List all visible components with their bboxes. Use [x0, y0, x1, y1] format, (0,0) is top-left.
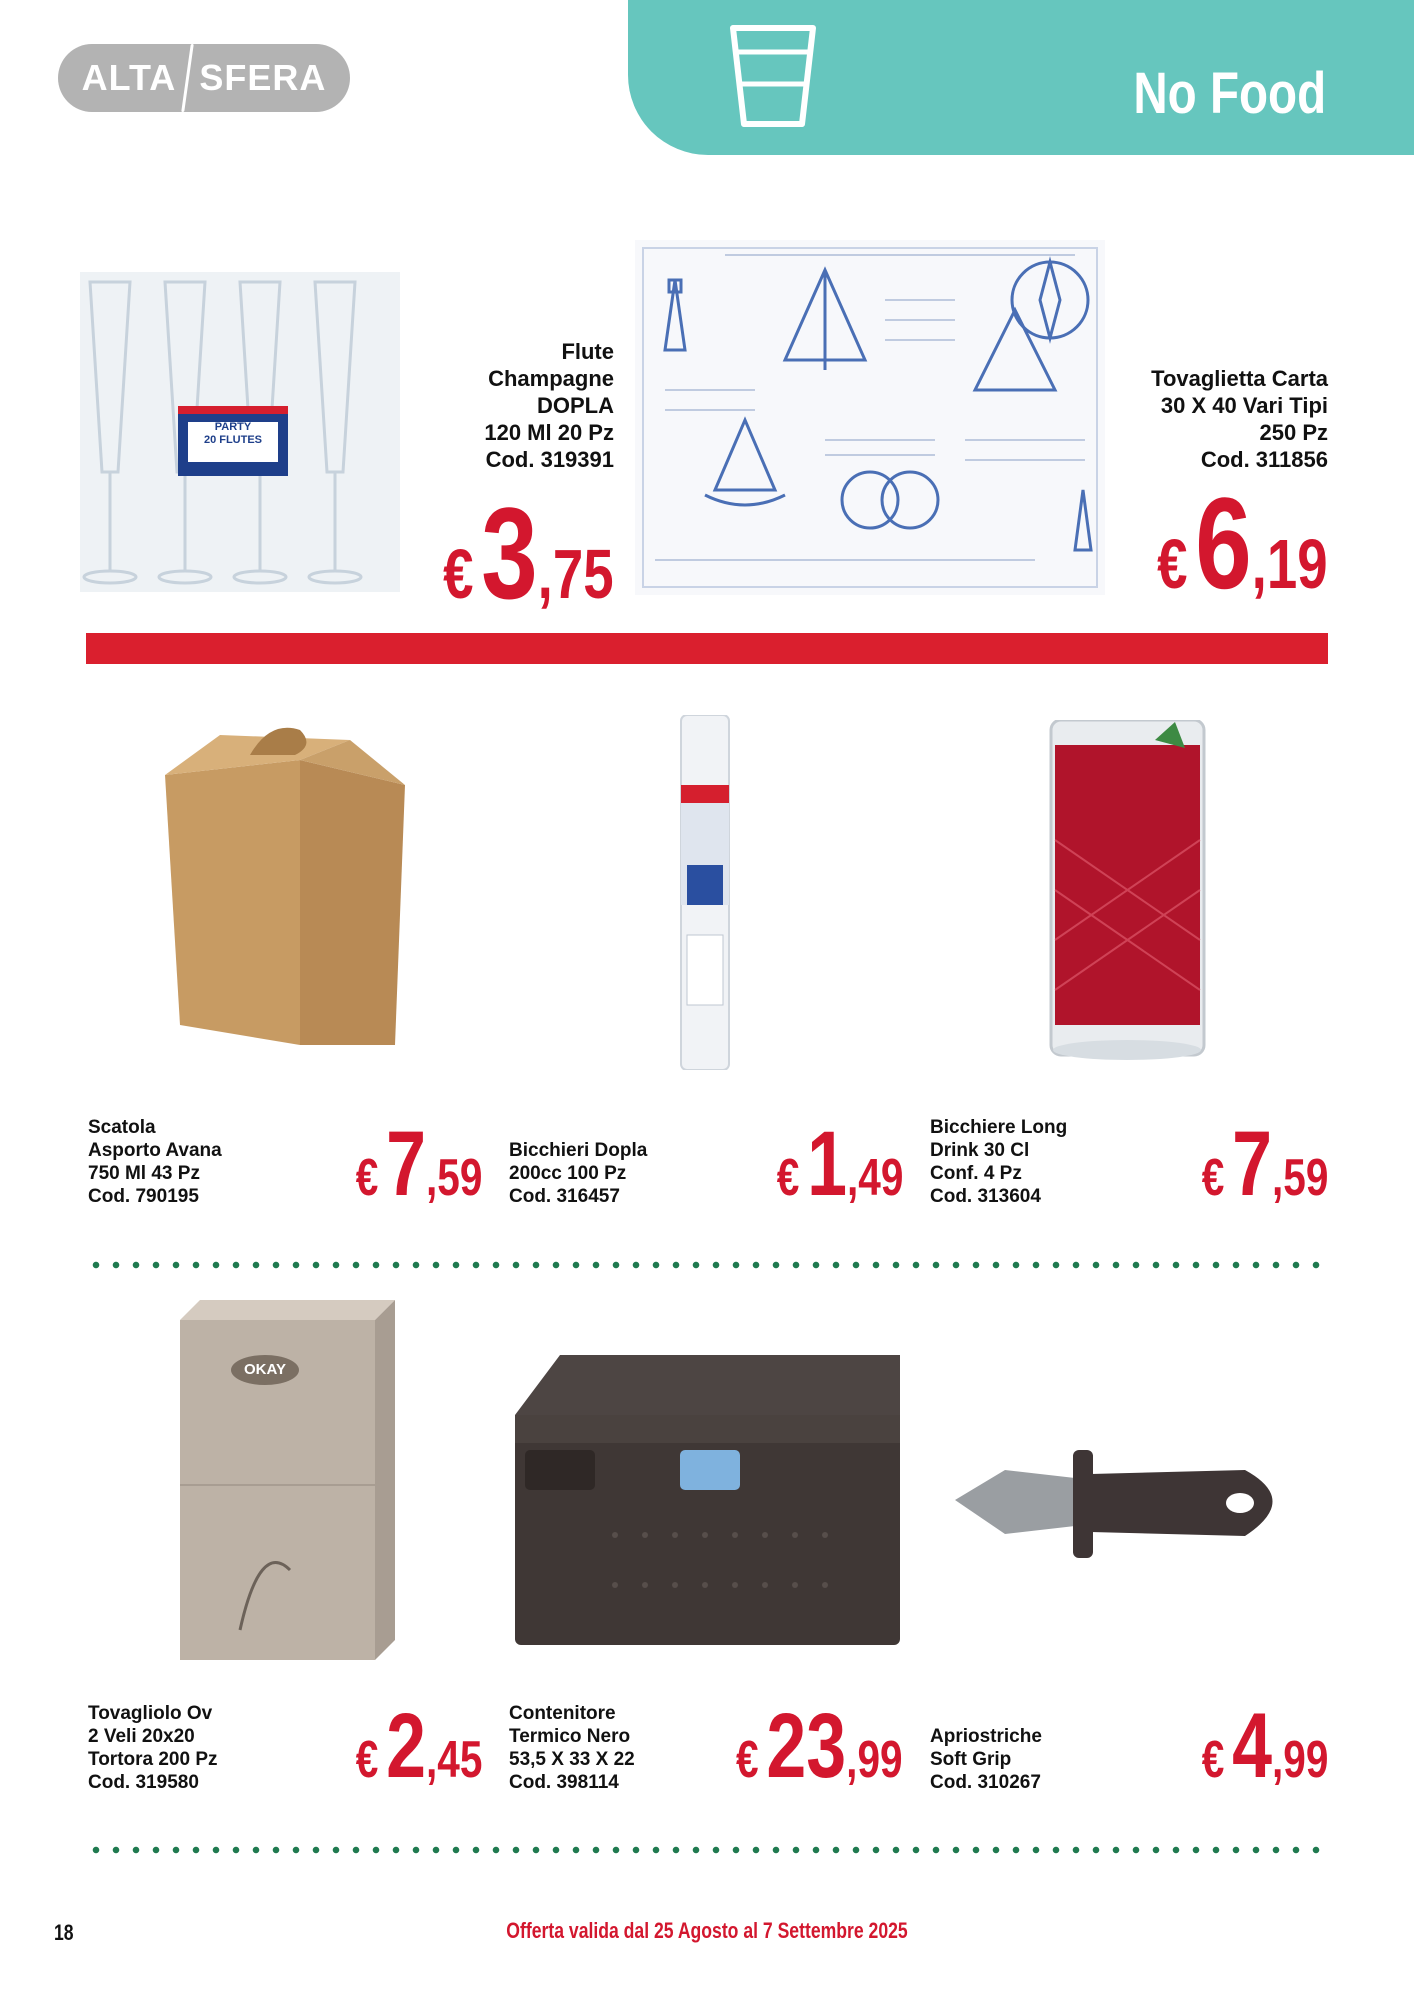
tovaglietta-price — [1157, 470, 1328, 616]
scatola-asporto-image — [150, 715, 420, 1060]
apriostriche-price — [1201, 1695, 1328, 1797]
brand-logo — [58, 44, 350, 112]
product-name-line: 250 Pz — [1259, 420, 1328, 445]
dotted-divider — [86, 1846, 1328, 1854]
product-name-line: Asporto Avana — [88, 1140, 222, 1161]
section-divider-bar — [86, 633, 1328, 664]
price-decimal: ,59 — [1271, 1149, 1328, 1207]
offer-validity: Offerta valida dal 25 Agosto al 7 Settembre 2025 — [506, 1918, 908, 1943]
currency-symbol: € — [355, 1149, 378, 1207]
currency-symbol: € — [776, 1149, 799, 1207]
brand-right: SFERA — [199, 57, 327, 98]
price-decimal: ,49 — [846, 1149, 903, 1207]
tovagliolo-brand-label: OKAY — [244, 1361, 286, 1378]
product-name-line: 750 Ml 43 Pz — [88, 1163, 200, 1184]
currency-symbol: € — [355, 1731, 378, 1789]
product-name-line: Tovagliolo Ov — [88, 1703, 213, 1724]
product-name-line: Tortora 200 Pz — [88, 1749, 218, 1770]
category-title: No Food — [1133, 61, 1326, 126]
flute-package-line: 20 FLUTES — [203, 434, 263, 446]
category-header — [628, 0, 1414, 155]
price-integer: 7 — [385, 1113, 426, 1215]
product-name-line: Soft Grip — [930, 1749, 1012, 1770]
bicchieri-dopla-image — [675, 715, 735, 1070]
product-name-line: Cod. 310267 — [930, 1772, 1041, 1793]
price-decimal: ,99 — [846, 1731, 903, 1789]
price-decimal: ,45 — [425, 1731, 482, 1789]
price-integer: 2 — [385, 1695, 426, 1797]
flute-product-name — [484, 338, 614, 473]
contenitore-price — [736, 1695, 903, 1797]
price-integer: 7 — [1231, 1113, 1272, 1215]
product-name-line: 200cc 100 Pz — [509, 1163, 627, 1184]
bicchieri-product-name — [509, 1139, 647, 1208]
brand-left: ALTA — [81, 57, 177, 98]
flute-package-line: PARTY — [214, 421, 252, 433]
product-name-line: Cod. 316457 — [509, 1186, 620, 1207]
product-name-line: Cod. 790195 — [88, 1186, 199, 1207]
product-name-line: Cod. 313604 — [930, 1186, 1041, 1207]
price-decimal: ,99 — [1271, 1731, 1328, 1789]
tovaglietta-product-name — [1151, 365, 1328, 473]
product-name-line: Drink 30 Cl — [930, 1140, 1030, 1161]
tovagliolo-price — [355, 1695, 482, 1797]
product-name-line: Bicchiere Long — [930, 1117, 1068, 1138]
longdrink-product-name — [930, 1116, 1067, 1208]
page-number: 18 — [54, 1920, 74, 1945]
price-decimal: ,75 — [538, 535, 614, 613]
contenitore-termico-image — [515, 1355, 900, 1645]
product-name-line: Flute — [561, 339, 614, 364]
apriostriche-product-name — [930, 1725, 1042, 1794]
product-name-line: Apriostriche — [930, 1726, 1042, 1747]
currency-symbol: € — [1157, 525, 1188, 603]
contenitore-product-name — [509, 1702, 635, 1794]
flute-package-label — [188, 421, 278, 447]
product-name-line: Scatola — [88, 1117, 156, 1138]
price-integer: 4 — [1231, 1695, 1272, 1797]
tovaglietta-placemat-image — [635, 240, 1105, 595]
scatola-price — [355, 1113, 482, 1215]
product-name-line: Bicchieri Dopla — [509, 1140, 648, 1161]
product-name-line: 2 Veli 20x20 — [88, 1726, 195, 1747]
plastic-cup-icon — [728, 22, 818, 130]
bicchiere-long-drink-image — [1045, 720, 1210, 1065]
product-name-line: 53,5 X 33 X 22 — [509, 1749, 635, 1770]
product-name-line: Cod. 398114 — [509, 1772, 619, 1793]
currency-symbol: € — [736, 1731, 759, 1789]
currency-symbol: € — [1201, 1731, 1224, 1789]
product-name-line: Contenitore — [509, 1703, 616, 1724]
product-name-line: Tovaglietta Carta — [1151, 366, 1328, 391]
product-name-line: Termico Nero — [509, 1726, 631, 1747]
longdrink-price — [1201, 1113, 1328, 1215]
price-decimal: ,19 — [1252, 525, 1328, 603]
product-name-line: Cod. 319391 — [485, 447, 614, 472]
price-integer: 1 — [806, 1113, 847, 1215]
product-name-line: 30 X 40 Vari Tipi — [1160, 393, 1328, 418]
price-integer: 23 — [766, 1695, 847, 1797]
dotted-divider — [86, 1261, 1328, 1269]
currency-symbol: € — [443, 535, 474, 613]
product-name-line: 120 Ml 20 Pz — [484, 420, 614, 445]
apriostriche-image — [955, 1440, 1300, 1570]
product-name-line: Champagne — [488, 366, 614, 391]
flute-price — [443, 480, 614, 626]
scatola-product-name — [88, 1116, 222, 1208]
price-integer: 3 — [481, 480, 539, 626]
tovagliolo-box-image — [180, 1300, 395, 1660]
product-name-line: DOPLA — [537, 393, 614, 418]
product-name-line: Cod. 311856 — [1200, 447, 1328, 472]
product-name-line: Cod. 319580 — [88, 1772, 199, 1793]
logo-divider — [182, 44, 195, 112]
tovagliolo-product-name — [88, 1702, 218, 1794]
currency-symbol: € — [1201, 1149, 1224, 1207]
price-integer: 6 — [1195, 470, 1253, 616]
product-name-line: Conf. 4 Pz — [930, 1163, 1022, 1184]
price-decimal: ,59 — [425, 1149, 482, 1207]
bicchieri-price — [776, 1113, 903, 1215]
